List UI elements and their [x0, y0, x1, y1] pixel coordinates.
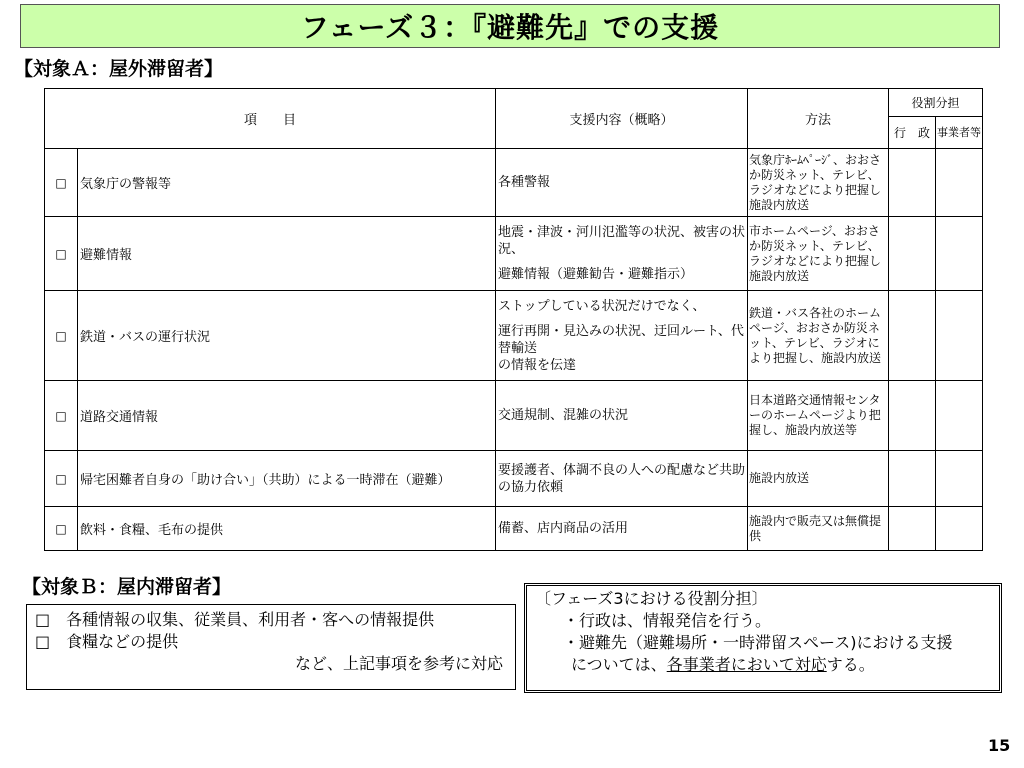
section-b-item: □ 食糧などの提供 — [35, 632, 179, 651]
row-checkbox: □ — [45, 507, 78, 551]
section-b-box — [26, 604, 516, 690]
table-row — [45, 217, 983, 291]
table-row — [45, 291, 983, 381]
support-line: 各種警報 — [498, 175, 551, 190]
row-gov-cell — [889, 507, 936, 551]
row-gov-cell — [889, 381, 936, 451]
support-line: 要援護者、体調不良の人への配慮など共助の協力依頼 — [498, 462, 746, 495]
role-line-shelter: ・避難先（避難場所・一時滞留スペース)における支援 — [563, 633, 953, 652]
row-biz-cell — [936, 291, 983, 381]
slide-title: フェーズ３：『避難先』での支援 — [300, 11, 720, 44]
row-method: 日本道路交通情報センターのホームページより把握し、施設内放送等 — [748, 381, 889, 451]
title-banner — [20, 4, 1000, 48]
row-checkbox: □ — [45, 381, 78, 451]
support-line: 備蓄、店内商品の活用 — [498, 521, 629, 536]
row-biz-cell — [936, 381, 983, 451]
row-support — [496, 507, 748, 551]
header-gov: 行 政 — [889, 117, 936, 149]
row-biz-cell — [936, 507, 983, 551]
role-line-business — [535, 654, 991, 676]
row-support — [496, 451, 748, 507]
table-row — [45, 149, 983, 217]
row-biz-cell — [936, 149, 983, 217]
role-sharing-box — [524, 583, 1002, 693]
row-gov-cell — [889, 217, 936, 291]
page-number: 15 — [988, 736, 1011, 755]
row-support — [496, 217, 748, 291]
role-heading: 〔フェーズ3における役割分担〕 — [535, 589, 768, 608]
row-gov-cell — [889, 291, 936, 381]
role-line-suffix: する。 — [826, 655, 875, 674]
row-biz-cell — [936, 217, 983, 291]
support-line: 避難情報（避難勧告・避難指示） — [498, 267, 694, 282]
row-item: 気象庁の警報等 — [78, 149, 496, 217]
table-row — [45, 451, 983, 507]
section-a-heading: 【対象Ａ：屋外滞留者】 — [14, 58, 224, 80]
row-checkbox: □ — [45, 149, 78, 217]
table-row — [45, 507, 983, 551]
row-method: 施設内放送 — [748, 451, 889, 507]
header-method: 方法 — [748, 89, 889, 149]
header-role: 役割分担 — [889, 89, 983, 117]
section-b-note: など、上記事項を参考に対応 — [294, 654, 503, 673]
row-item: 帰宅困難者自身の「助け合い」（共助）による一時滞在（避難） — [78, 451, 496, 507]
role-line-prefix: については、 — [571, 655, 667, 674]
row-checkbox: □ — [45, 217, 78, 291]
support-line: 運行再開・見込みの状況、迂回ルート、代替輸送 — [498, 323, 744, 356]
row-method: 気象庁ﾎｰﾑﾍﾟｰｼﾞ、おおさか防災ネット、テレビ、ラジオなどにより把握し施設内放送 — [748, 149, 889, 217]
support-table — [44, 88, 983, 551]
role-line-government: ・行政は、情報発信を行う。 — [563, 611, 772, 630]
row-gov-cell — [889, 451, 936, 507]
header-support: 支援内容（概略） — [496, 89, 748, 149]
header-biz: 事業者等 — [936, 117, 983, 149]
role-line-underlined: 各事業者において対応 — [666, 655, 827, 674]
section-b-item: □ 各種情報の収集、従業員、利用者・客への情報提供 — [35, 610, 435, 629]
row-checkbox: □ — [45, 291, 78, 381]
row-gov-cell — [889, 149, 936, 217]
row-method: 市ホームページ、おおさか防災ネット、テレビ、ラジオなどにより把握し施設内放送 — [748, 217, 889, 291]
row-support — [496, 381, 748, 451]
row-checkbox: □ — [45, 451, 78, 507]
table-row — [45, 381, 983, 451]
support-line: ストップしている状況だけでなく、 — [498, 298, 706, 314]
header-item: 項 目 — [45, 89, 496, 149]
row-method: 施設内で販売又は無償提供 — [748, 507, 889, 551]
section-b-heading: 【対象Ｂ：屋内滞留者】 — [22, 576, 232, 598]
row-item: 飲料・食糧、毛布の提供 — [78, 507, 496, 551]
row-biz-cell — [936, 451, 983, 507]
row-support — [496, 149, 748, 217]
support-line: の情報を伝達 — [498, 357, 577, 373]
row-support — [496, 291, 748, 381]
row-item: 道路交通情報 — [78, 381, 496, 451]
support-line: 交通規制、混雑の状況 — [498, 408, 629, 423]
support-line: 地震・津波・河川氾濫等の状況、被害の状況、 — [498, 225, 746, 257]
row-item: 鉄道・バスの運行状況 — [78, 291, 496, 381]
row-method: 鉄道・バス各社のホームページ、おおさか防災ネット、テレビ、ラジオにより把握し、施設内放送 — [748, 291, 889, 381]
row-item: 避難情報 — [78, 217, 496, 291]
